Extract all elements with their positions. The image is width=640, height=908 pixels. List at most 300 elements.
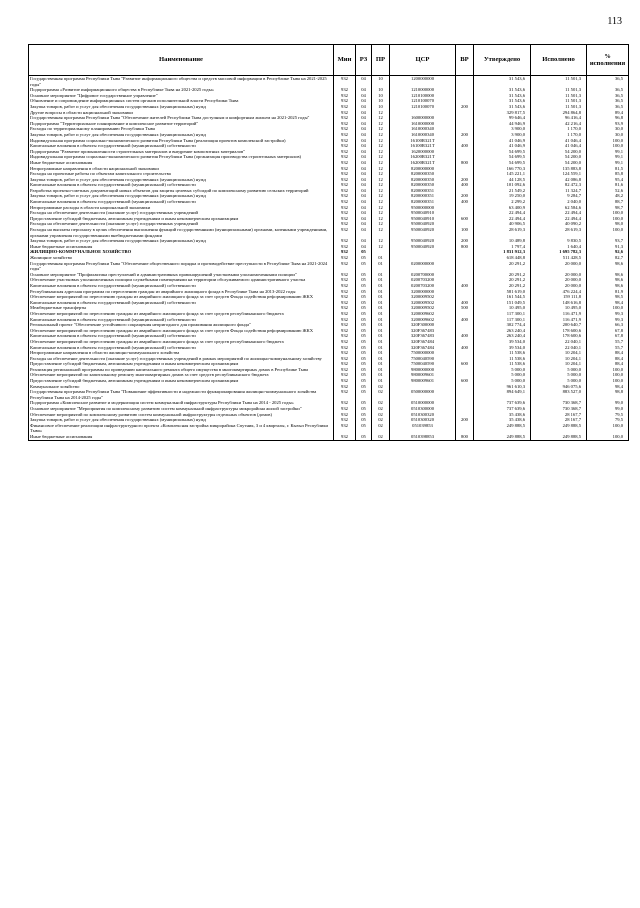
row-vr xyxy=(456,389,474,400)
row-csr: 7500000000 xyxy=(390,350,456,356)
row-approved: 961 610,3 xyxy=(474,384,531,390)
row-approved: 54 699,5 xyxy=(474,149,531,155)
row-rz: 05 xyxy=(356,289,372,295)
row-percent: 92,6 xyxy=(587,249,629,255)
row-min: 932 xyxy=(334,384,356,390)
row-vr: 800 xyxy=(456,160,474,166)
row-percent: 100,0 xyxy=(587,143,629,149)
row-csr: 7500040590 xyxy=(390,361,456,367)
row-executed: 54 200,0 xyxy=(531,160,587,166)
row-executed: 41 046,4 xyxy=(531,143,587,149)
row-min: 932 xyxy=(334,182,356,188)
row-percent: 100,0 xyxy=(587,423,629,434)
row-pr: 10 xyxy=(372,93,390,99)
row-percent: 100,0 xyxy=(587,372,629,378)
row-executed: 40 090,2 xyxy=(531,221,587,227)
row-executed: 5 000,0 xyxy=(531,378,587,384)
row-csr: 3200009502 xyxy=(390,305,456,311)
row-pr: 12 xyxy=(372,188,390,194)
table-row xyxy=(29,423,629,434)
row-approved: 28 619,3 xyxy=(474,227,531,238)
row-min: 932 xyxy=(334,339,356,345)
row-percent: 66,3 xyxy=(587,322,629,328)
row-vr: 500 xyxy=(456,305,474,311)
row-min: 932 xyxy=(334,154,356,160)
row-name: Реализация региональной программы по проведению капитального ремонта общего имущества в многоквартирных домах в Республике Тыва xyxy=(29,367,334,373)
row-percent: 93,7 xyxy=(587,238,629,244)
row-name: Закупка товаров, работ и услуг для обеспечения государственных (муниципальных) нужд xyxy=(29,193,334,199)
row-executed: 11 501,3 xyxy=(531,98,587,104)
row-approved: 63 400,9 xyxy=(474,205,531,211)
row-csr: 8200000000 xyxy=(390,166,456,172)
row-approved: 5 000,0 xyxy=(474,367,531,373)
row-executed: 20 000,0 xyxy=(531,261,587,272)
row-percent: 99,3 xyxy=(587,311,629,317)
row-approved: 145 221,1 xyxy=(474,171,531,177)
row-percent: 82,7 xyxy=(587,255,629,261)
row-name: Закупка товаров, работ и услуг для обеспечения государственных (муниципальных) нужд xyxy=(29,177,334,183)
row-name: Основное мероприятие "Профилактика преступлений и административных правонарушений участковыми уполномоченными полиции" xyxy=(29,272,334,278)
table-row xyxy=(29,227,629,238)
row-rz: 04 xyxy=(356,104,372,110)
row-min: 932 xyxy=(334,238,356,244)
row-approved: 22 494,4 xyxy=(474,210,531,216)
row-pr: 01 xyxy=(372,272,390,278)
row-rz: 05 xyxy=(356,389,372,400)
row-rz: 05 xyxy=(356,328,372,334)
row-pr: 12 xyxy=(372,149,390,155)
row-percent: 100,0 xyxy=(587,434,629,440)
row-pr: 01 xyxy=(372,339,390,345)
row-approved: 11 538,6 xyxy=(474,361,531,367)
row-rz: 04 xyxy=(356,238,372,244)
row-rz: 05 xyxy=(356,423,372,434)
row-percent: 30,0 xyxy=(587,132,629,138)
row-name: Государственная программа Республики Тыва "Обеспечение жителей Республики Тыва доступным и комфортным жильем на 2021-2025 годы" xyxy=(29,115,334,121)
row-approved: 39 534,0 xyxy=(474,339,531,345)
row-min: 932 xyxy=(334,417,356,423)
row-min: 932 xyxy=(334,406,356,412)
row-approved: 31 543,6 xyxy=(474,104,531,110)
row-min: 932 xyxy=(334,138,356,144)
row-pr: 12 xyxy=(372,210,390,216)
row-csr: 3200009602 xyxy=(390,317,456,323)
row-rz: 05 xyxy=(356,255,372,261)
row-name: Разработка проектно-сметных документаций новых объектов для защиты целевых субсидий по комплексному развитию сельских территорий xyxy=(29,188,334,194)
row-min: 932 xyxy=(334,104,356,110)
row-min: 932 xyxy=(334,272,356,278)
row-executed: 82 472,3 xyxy=(531,182,587,188)
row-min: 932 xyxy=(334,294,356,300)
row-csr: 320F367484 xyxy=(390,345,456,351)
row-name: Подпрограмма "Территориальное планирование и комплексное развитие территорий" xyxy=(29,121,334,127)
row-rz: 04 xyxy=(356,227,372,238)
row-executed: 10 495,0 xyxy=(531,305,587,311)
row-min: 932 xyxy=(334,87,356,93)
row-rz: 05 xyxy=(356,434,372,440)
row-rz: 04 xyxy=(356,160,372,166)
row-min: 932 xyxy=(334,126,356,132)
row-pr: 12 xyxy=(372,110,390,116)
row-name: Расходы на обеспечение деятельности (оказание услуг) государственных учреждений xyxy=(29,210,334,216)
table-row xyxy=(29,434,629,440)
row-csr: 1610000000 xyxy=(390,121,456,127)
row-executed: 511 428,5 xyxy=(531,255,587,261)
row-rz: 05 xyxy=(356,384,372,390)
row-pr: 12 xyxy=(372,138,390,144)
row-csr: 1610000340 xyxy=(390,126,456,132)
row-vr: 800 xyxy=(456,434,474,440)
row-approved: 44 128,5 xyxy=(474,177,531,183)
row-name: Обеспечение мероприятий по переселению граждан из аварийного жилищного фонда за счет средств республиканского бюджета xyxy=(29,339,334,345)
row-percent: 48,2 xyxy=(587,193,629,199)
row-rz: 05 xyxy=(356,372,372,378)
row-executed: 11 501,3 xyxy=(531,87,587,93)
row-percent: 100,0 xyxy=(587,367,629,373)
row-approved: 249 888,5 xyxy=(474,434,531,440)
row-min: 932 xyxy=(334,277,356,283)
row-executed: 28 619,3 xyxy=(531,227,587,238)
row-approved: 5 000,0 xyxy=(474,372,531,378)
row-approved: 41 046,9 xyxy=(474,143,531,149)
row-approved: 263 240,4 xyxy=(474,328,531,334)
row-pr: 12 xyxy=(372,171,390,177)
row-csr: 3200000000 xyxy=(390,289,456,295)
row-min: 932 xyxy=(334,193,356,199)
row-percent: 100,0 xyxy=(587,216,629,222)
row-pr: 10 xyxy=(372,76,390,88)
row-name: Расходы на обеспечение деятельности (оказание услуг) государственных учреждений в рамках мероприятий по жилищно-коммунальному хозяйству xyxy=(29,356,334,362)
row-csr: 8200000350 xyxy=(390,177,456,183)
row-pr: 01 xyxy=(372,300,390,306)
row-pr: 12 xyxy=(372,177,390,183)
row-vr: 200 xyxy=(456,238,474,244)
row-percent: 99,1 xyxy=(587,160,629,166)
row-approved: 3 900,0 xyxy=(474,126,531,132)
row-percent: 100,0 xyxy=(587,378,629,384)
row-min: 932 xyxy=(334,328,356,334)
row-approved: 302 774,4 xyxy=(474,322,531,328)
row-min: 932 xyxy=(334,221,356,227)
row-percent: 30,0 xyxy=(587,126,629,132)
row-pr: 02 xyxy=(372,423,390,434)
row-name: Непрограммные направления в области жилищно-коммунального хозяйства xyxy=(29,350,334,356)
row-percent: 100,0 xyxy=(587,227,629,238)
row-csr: 8200000350 xyxy=(390,171,456,177)
row-csr: 0510000000 xyxy=(390,400,456,406)
row-approved: 44 946,9 xyxy=(474,121,531,127)
row-pr: 01 xyxy=(372,277,390,283)
row-executed: 124 559,1 xyxy=(531,171,587,177)
budget-table xyxy=(28,44,629,441)
row-csr: 9800009601 xyxy=(390,372,456,378)
row-min: 932 xyxy=(334,372,356,378)
row-pr: 10 xyxy=(372,98,390,104)
row-pr: 01 xyxy=(372,367,390,373)
row-name: Межбюджетные трансферты xyxy=(29,305,334,311)
row-approved: 99 646,4 xyxy=(474,115,531,121)
row-csr: 8200000351 xyxy=(390,188,456,194)
row-min: 932 xyxy=(334,188,356,194)
row-csr: 3200009602 xyxy=(390,311,456,317)
row-rz: 05 xyxy=(356,345,372,351)
row-pr: 02 xyxy=(372,434,390,440)
row-percent: 52,6 xyxy=(587,188,629,194)
row-rz: 05 xyxy=(356,272,372,278)
row-min: 932 xyxy=(334,93,356,99)
row-csr: 0510300320 xyxy=(390,417,456,423)
row-csr: 3200009502 xyxy=(390,294,456,300)
row-executed: 200 640,7 xyxy=(531,322,587,328)
row-percent: 88,4 xyxy=(587,356,629,362)
row-pr: 01 xyxy=(372,345,390,351)
row-csr: 1620000000 xyxy=(390,149,456,155)
row-name: Иные бюджетные ассигнования xyxy=(29,160,334,166)
row-name: Обеспечение мероприятий по капитальному ремонту многоквартирных домов за счет средств республиканского бюджета xyxy=(29,372,334,378)
row-percent: 99,0 xyxy=(587,406,629,412)
row-approved: 151 049,5 xyxy=(474,300,531,306)
header-min: Мин xyxy=(334,45,356,76)
row-min: 932 xyxy=(334,300,356,306)
row-csr: 1210100070 xyxy=(390,98,456,104)
row-min: 932 xyxy=(334,244,356,250)
row-pr: 01 xyxy=(372,317,390,323)
row-rz: 04 xyxy=(356,98,372,104)
row-min: 932 xyxy=(334,345,356,351)
row-pr: 01 xyxy=(372,328,390,334)
row-executed: 9 830,5 xyxy=(531,238,587,244)
row-name: Обеспечение мероприятий по переселению граждан из аварийного жилищного фонда за счет средств республиканского бюджета xyxy=(29,311,334,317)
row-approved: 5 000,0 xyxy=(474,378,531,384)
table-row xyxy=(29,76,629,88)
header-vr: ВР xyxy=(456,45,474,76)
header-percent: % исполнения xyxy=(587,45,629,76)
row-percent: 98,6 xyxy=(587,272,629,278)
row-csr: 320F367483 xyxy=(390,328,456,334)
row-rz: 05 xyxy=(356,305,372,311)
row-approved: 737 639,6 xyxy=(474,400,531,406)
row-rz: 04 xyxy=(356,121,372,127)
row-min: 932 xyxy=(334,261,356,272)
row-name: Расходы по территориальному планированию Республики Тыва xyxy=(29,126,334,132)
row-rz: 04 xyxy=(356,166,372,172)
row-rz: 05 xyxy=(356,261,372,272)
row-min: 932 xyxy=(334,149,356,155)
row-approved: 35 438,6 xyxy=(474,412,531,418)
row-pr: 01 xyxy=(372,350,390,356)
row-rz: 05 xyxy=(356,300,372,306)
row-name: Основное мероприятие "Цифровое государственное управление" xyxy=(29,93,334,99)
table-row xyxy=(29,389,629,400)
row-name: Капитальные вложения в объекты государственной (муниципальной) собственности xyxy=(29,333,334,339)
row-percent: 81,5 xyxy=(587,166,629,172)
row-csr: 9800000000 xyxy=(390,367,456,373)
row-rz: 04 xyxy=(356,182,372,188)
row-rz: 04 xyxy=(356,154,372,160)
row-name: Подпрограмма «Развитие информационного общества в Республике Тыва на 2021-2025 годы» xyxy=(29,87,334,93)
row-rz: 04 xyxy=(356,193,372,199)
row-executed: 116 471,9 xyxy=(531,317,587,323)
row-name: Финансовое обеспечение реализации инфраструктурного проекта «Комплексная застройка микрорайона Спутник, 3 и 4 кварталы, г. Кызыл Республики Тыва» xyxy=(29,423,334,434)
row-pr: 02 xyxy=(372,412,390,418)
row-percent: 36,5 xyxy=(587,98,629,104)
row-percent: 98,6 xyxy=(587,261,629,272)
row-name: Расходы на обеспечение деятельности (оказание услуг) государственных учреждений xyxy=(29,221,334,227)
row-rz: 04 xyxy=(356,126,372,132)
row-csr: 320F367483 xyxy=(390,333,456,339)
row-approved: 117 300,1 xyxy=(474,311,531,317)
row-name: Непрограммные направления в области национальной экономики xyxy=(29,166,334,172)
row-pr: 01 xyxy=(372,333,390,339)
row-min: 932 xyxy=(334,132,356,138)
row-pr: 12 xyxy=(372,205,390,211)
row-executed: 730 368,7 xyxy=(531,400,587,406)
row-csr: 0200703200 xyxy=(390,277,456,283)
row-name: Республиканская адресная программа по переселению граждан из аварийного жилищного фонда в Республике Тыва на 2013-2022 годы xyxy=(29,289,334,295)
row-csr: 3200009502 xyxy=(390,300,456,306)
row-percent: 79,5 xyxy=(587,412,629,418)
row-rz: 05 xyxy=(356,333,372,339)
row-vr: 100 xyxy=(456,227,474,238)
row-approved: 22 494,4 xyxy=(474,216,531,222)
row-pr: 10 xyxy=(372,104,390,110)
row-rz: 05 xyxy=(356,322,372,328)
row-vr: 400 xyxy=(456,345,474,351)
row-rz: 04 xyxy=(356,188,372,194)
row-name: Подпрограмма "Развитие промышленности строительных материалов и внедрение композитных материалов" xyxy=(29,149,334,155)
row-approved: 54 699,5 xyxy=(474,154,531,160)
row-csr: 8200000350 xyxy=(390,182,456,188)
row-rz: 05 xyxy=(356,417,372,423)
row-percent: 99,0 xyxy=(587,400,629,406)
row-min: 932 xyxy=(334,305,356,311)
row-pr: 12 xyxy=(372,199,390,205)
row-approved: 581 619,0 xyxy=(474,289,531,295)
row-rz: 05 xyxy=(356,283,372,289)
row-vr: 400 xyxy=(456,333,474,339)
row-executed: 41 046,4 xyxy=(531,138,587,144)
row-csr: 0200700000 xyxy=(390,272,456,278)
row-approved: 329 817,5 xyxy=(474,110,531,116)
row-executed: 883 527,0 xyxy=(531,389,587,400)
row-percent: 98,5 xyxy=(587,294,629,300)
row-approved: 11 538,6 xyxy=(474,356,531,362)
row-pr: 01 xyxy=(372,255,390,261)
row-executed: 28 167,7 xyxy=(531,417,587,423)
row-csr: 0510300320 xyxy=(390,412,456,418)
row-percent: 98,4 xyxy=(587,384,629,390)
row-pr: 12 xyxy=(372,216,390,222)
row-pr: 12 xyxy=(372,126,390,132)
row-pr: 01 xyxy=(372,356,390,362)
row-min: 932 xyxy=(334,160,356,166)
row-name: Иные бюджетные ассигнования xyxy=(29,434,334,440)
row-name: Капитальные вложения в объекты государственной (муниципальной) собственности xyxy=(29,182,334,188)
row-min: 932 xyxy=(334,216,356,222)
row-approved: 41 046,9 xyxy=(474,138,531,144)
row-name: Государственная программа Республики Тыва "Обеспечение общественного порядка и противодействие преступности в Республике Тыва на 2021-2024 годы" xyxy=(29,261,334,272)
row-min: 932 xyxy=(334,378,356,384)
row-executed: 28 167,7 xyxy=(531,412,587,418)
row-name: Обеспечение участковых уполномоченных полиции служебными помещениями на территории обслуживаемого административного участка xyxy=(29,277,334,283)
row-csr: 0200000000 xyxy=(390,261,456,272)
row-percent: 98,7 xyxy=(587,205,629,211)
row-percent: 99,3 xyxy=(587,317,629,323)
row-name: Закупка товаров, работ и услуг для обеспечения государственных (муниципальных) нужд xyxy=(29,104,334,110)
row-pr: 02 xyxy=(372,389,390,400)
row-csr: 1610000340 xyxy=(390,132,456,138)
row-percent: 81,6 xyxy=(587,182,629,188)
row-pr: 12 xyxy=(372,238,390,244)
row-pr: 12 xyxy=(372,143,390,149)
row-percent: 98,6 xyxy=(587,283,629,289)
row-min: 932 xyxy=(334,115,356,121)
row-rz: 05 xyxy=(356,356,372,362)
header-approved: Утверждено xyxy=(474,45,531,76)
row-name: Закупка товаров, работ и услуг для обеспечения государственных (муниципальных) нужд xyxy=(29,238,334,244)
row-csr: 9800009601 xyxy=(390,378,456,384)
row-name: Капитальные вложения в объекты государственной (муниципальной) собственности xyxy=(29,345,334,351)
row-percent: 99,1 xyxy=(587,154,629,160)
row-rz: 05 xyxy=(356,406,372,412)
row-vr: 400 xyxy=(456,283,474,289)
row-pr: 01 xyxy=(372,305,390,311)
row-rz: 04 xyxy=(356,210,372,216)
header-pr: ПР xyxy=(372,45,390,76)
row-approved: 1 831 912,3 xyxy=(474,249,531,255)
row-pr: 01 xyxy=(372,378,390,384)
row-name: Капитальные вложения в объекты государственной (муниципальной) собственности xyxy=(29,283,334,289)
row-approved: 20 291,2 xyxy=(474,283,531,289)
header-csr: ЦСР xyxy=(390,45,456,76)
row-executed: 5 000,0 xyxy=(531,372,587,378)
row-approved: 161 544,5 xyxy=(474,294,531,300)
row-csr: 0510398853 xyxy=(390,434,456,440)
row-percent: 95,4 xyxy=(587,177,629,183)
row-vr: 600 xyxy=(456,216,474,222)
row-percent: 81,9 xyxy=(587,289,629,295)
row-pr: 12 xyxy=(372,193,390,199)
row-name: Непрограммные расходы в области национальной экономики xyxy=(29,205,334,211)
row-pr: 12 xyxy=(372,115,390,121)
row-name: Капитальные вложения в объекты государственной (муниципальной) собственности xyxy=(29,317,334,323)
row-percent: 98,8 xyxy=(587,389,629,400)
row-csr: 1600000000 xyxy=(390,115,456,121)
row-pr: 01 xyxy=(372,289,390,295)
row-pr: 12 xyxy=(372,244,390,250)
row-vr xyxy=(456,76,474,88)
row-pr: 01 xyxy=(372,322,390,328)
row-percent: 98,4 xyxy=(587,300,629,306)
row-approved: 3 900,0 xyxy=(474,132,531,138)
row-rz: 04 xyxy=(356,110,372,116)
row-pr: 12 xyxy=(372,132,390,138)
row-rz: 04 xyxy=(356,221,372,227)
row-percent: 55,7 xyxy=(587,345,629,351)
row-csr: 320F300000 xyxy=(390,322,456,328)
page-number: 113 xyxy=(607,16,622,27)
row-pr: 01 xyxy=(372,361,390,367)
row-executed: 42 086,8 xyxy=(531,177,587,183)
row-vr: 200 xyxy=(456,193,474,199)
row-name: Иные бюджетные ассигнования xyxy=(29,244,334,250)
row-name: Расходы на выплаты персоналу в целях обеспечения выполнения функций государственными (муниципальными) органами, казенными учреждениями, органами управления государственными внебюджетными фондами xyxy=(29,227,334,238)
row-approved: 19 250,0 xyxy=(474,193,531,199)
row-name: Капитальные вложения в объекты государственной (муниципальной) собственности xyxy=(29,143,334,149)
row-min: 932 xyxy=(334,249,356,255)
row-name: Региональный проект "Обеспечение устойчивого сокращения непригодного для проживания жилищного фонда" xyxy=(29,322,334,328)
row-rz: 04 xyxy=(356,149,372,155)
